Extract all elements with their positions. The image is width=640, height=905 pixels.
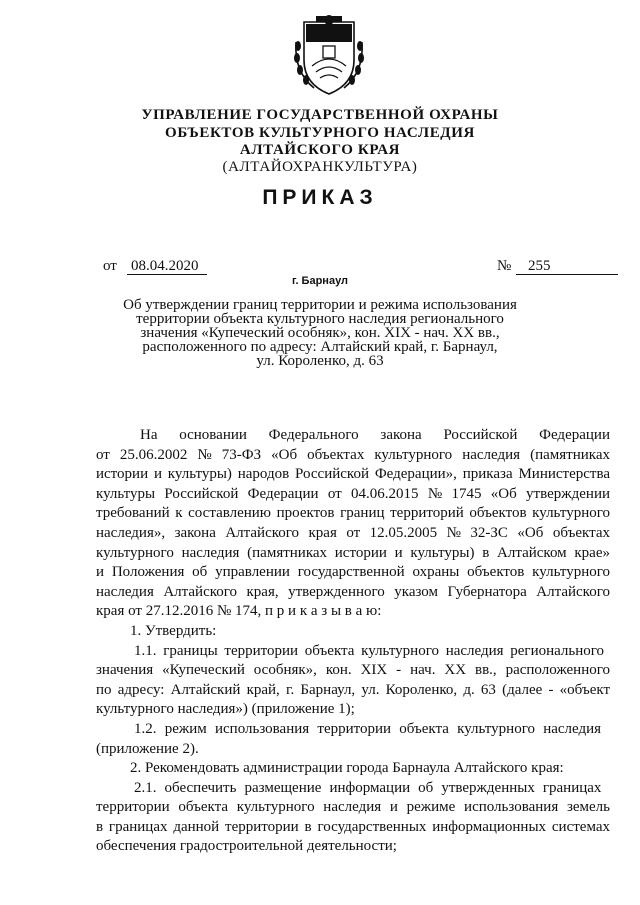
org-name-line-3: АЛТАЙСКОГО КРАЯ (239, 142, 401, 158)
word: Российской (443, 427, 518, 443)
item-1-2-line: 1.2. режим использования территории объекта культурного наследия (134, 720, 602, 737)
order-subject (0, 298, 640, 368)
item-1: 1. Утвердить: (130, 622, 217, 639)
subject-line: территории объекта культурного наследия регионального (136, 311, 504, 327)
paragraph-line: наследия Алтайского края, утвержденного указом Губернатора Алтайского (96, 583, 610, 600)
altai-krai-coat-of-arms-icon (290, 12, 368, 98)
item-2-1-line: 2.1. обеспечить размещение информации об утвержденных границах (134, 779, 602, 796)
order-body (96, 426, 610, 857)
paragraph-line: истории и культуры) народов Российской Федерации», приказа Министерства (96, 466, 610, 483)
document-title: ПРИКАЗ (262, 186, 378, 209)
order-number: 255 (516, 258, 618, 275)
paragraph-last-line: края от 27.12.2016 № 174, п р и к а з ы в а ю: (96, 603, 382, 620)
paragraph-line: культуры Российской Федерации от 04.06.2015 № 1745 «Об утверждении (96, 485, 610, 502)
subject-line: значения «Купеческий особняк», кон. XIX - нач. XX вв., (140, 325, 500, 341)
org-name-line-1: УПРАВЛЕНИЕ ГОСУДАРСТВЕННОЙ ОХРАНЫ (141, 107, 499, 123)
subject-line: расположенного по адресу: Алтайский край, г. Барнаул, (142, 339, 498, 355)
number-label: № (497, 258, 512, 274)
paragraph-line: и Положения об управлении государственной охраны объектов культурного (96, 564, 610, 581)
item-1-1-line: значения «Купеческий особняк», кон. XIX - нач. XX вв., расположенного (96, 662, 610, 679)
item-1-2-last-line: (приложение 2). (96, 740, 199, 757)
city: г. Барнаул (291, 275, 349, 287)
paragraph-line: требований к составлению проектов границ территорий объектов культурного (96, 505, 610, 522)
org-name-line-4: (АЛТАЙОХРАНКУЛЬТУРА) (222, 159, 418, 175)
paragraph-line: культурного наследия (памятниках истории и культуры) в Алтайском крае» (96, 544, 610, 561)
word: закона (380, 427, 422, 443)
word: основании (179, 427, 247, 443)
paragraph-first-line (96, 426, 610, 446)
paragraph-line: наследия», закона Алтайского края от 12.05.2005 № 32-ЗС «Об объектах (96, 524, 610, 541)
item-2-1-line: территории объекта культурного наследия и режиме использования земель (96, 799, 610, 816)
item-1-1-last-line: культурного наследия») (приложение 1); (96, 701, 355, 718)
item-1-1-line: 1.1. границы территории объекта культурного наследия регионального (134, 642, 605, 659)
item-2-1-last-line: обеспечения градостроительной деятельности; (96, 838, 397, 855)
item-1-1-line: по адресу: Алтайский край, г. Барнаул, ул. Короленко, д. 63 (далее - «объект (96, 681, 610, 698)
item-2-1-line: в границах данной территории в государственных информационных системах (96, 818, 610, 835)
paragraph-line: от 25.06.2002 № 73-ФЗ «Об объектах культурного наследия (памятниках (96, 446, 610, 463)
word: Федерации (539, 427, 610, 443)
word: Федерального (268, 427, 359, 443)
item-2: 2. Рекомендовать администрации города Барнаула Алтайского края: (130, 760, 564, 777)
org-name-line-2: ОБЪЕКТОВ КУЛЬТУРНОГО НАСЛЕДИЯ (165, 125, 475, 141)
subject-line: Об утверждении границ территории и режима использования (123, 297, 517, 313)
date-label: от (103, 258, 117, 274)
order-date: 08.04.2020 (127, 258, 207, 275)
word: На (140, 427, 158, 443)
subject-line: ул. Короленко, д. 63 (256, 353, 384, 369)
